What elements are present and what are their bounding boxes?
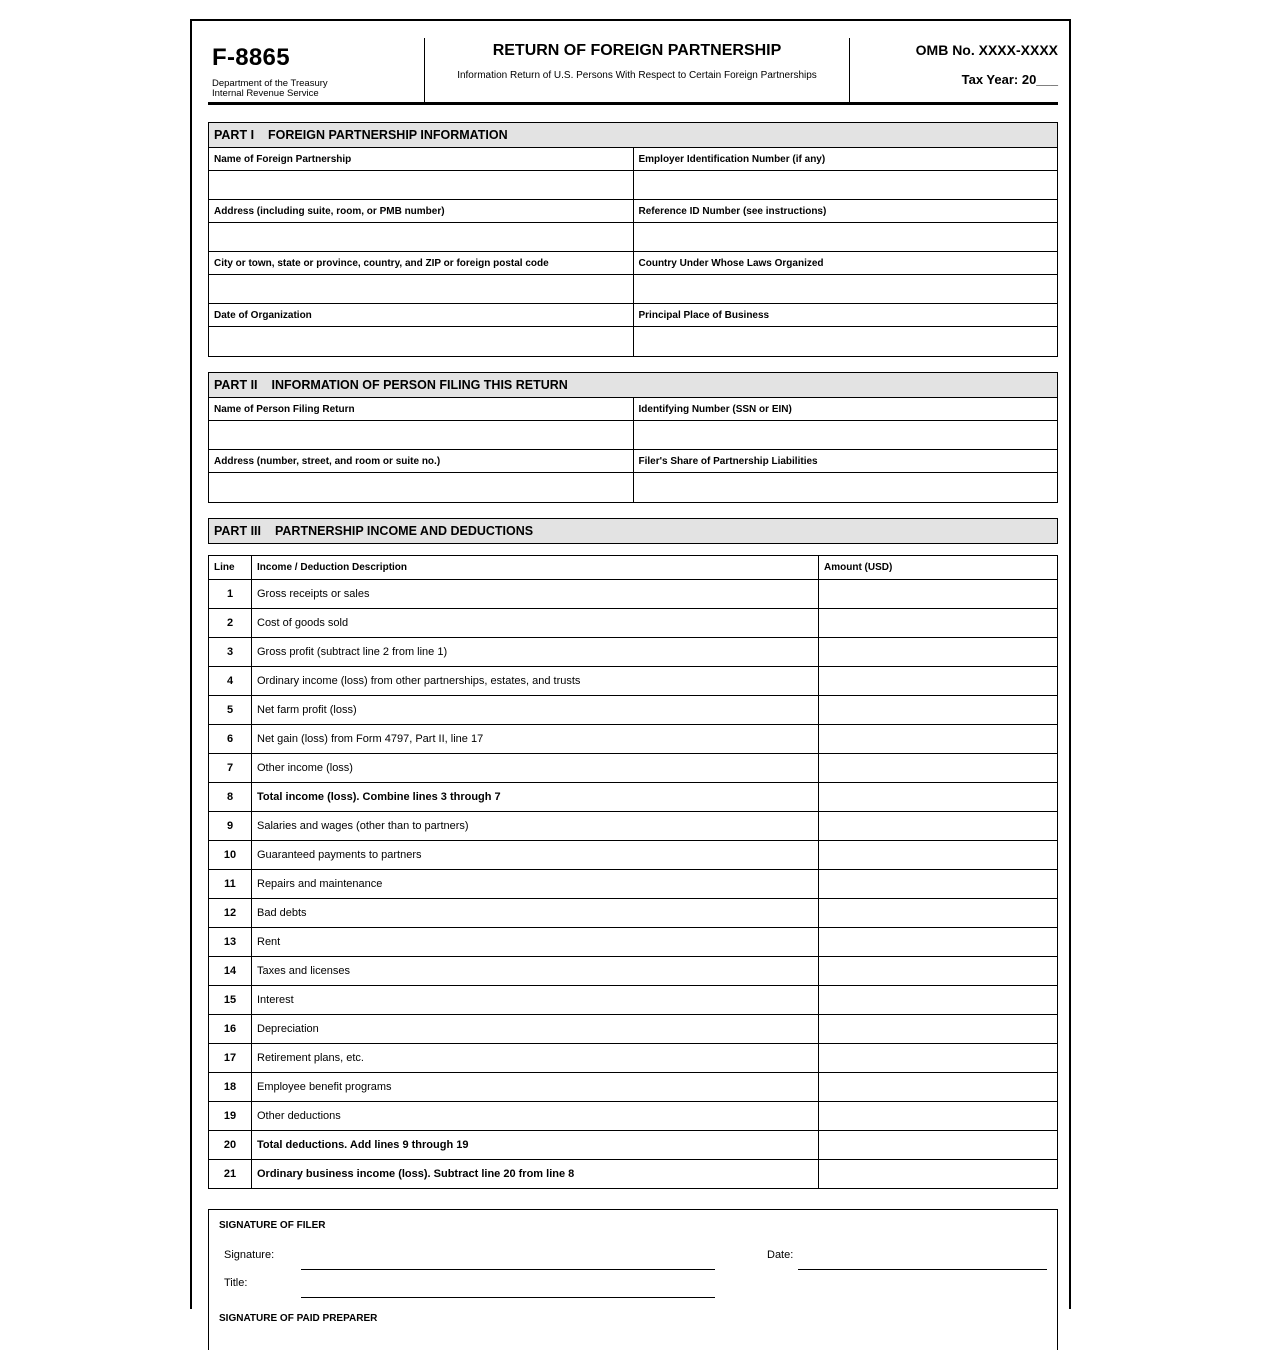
part-1-header xyxy=(209,123,1057,148)
ein-label: Employer Identification Number (if any) xyxy=(634,148,1058,171)
tax-year: Tax Year: 20___ xyxy=(961,72,1058,87)
date-line[interactable] xyxy=(798,1269,1047,1270)
field-input-row xyxy=(209,421,1057,450)
amount-field[interactable] xyxy=(819,1073,1058,1102)
identifying-number-field[interactable] xyxy=(634,421,1058,450)
line-column-header: Line xyxy=(209,556,252,580)
country-organized-field[interactable] xyxy=(634,275,1058,304)
line-number: 21 xyxy=(209,1160,252,1189)
department-name xyxy=(212,79,424,99)
line-number: 4 xyxy=(209,667,252,696)
table-row xyxy=(209,638,1058,667)
part-3-number: PART III xyxy=(214,524,261,538)
filer-address-label: Address (number, street, and room or suite no.) xyxy=(209,450,634,473)
line-description: Total income (loss). Combine lines 3 through 7 xyxy=(252,783,819,812)
field-input-row xyxy=(209,473,1057,502)
amount-field[interactable] xyxy=(819,957,1058,986)
line-description: Salaries and wages (other than to partners) xyxy=(252,812,819,841)
part-1-title: FOREIGN PARTNERSHIP INFORMATION xyxy=(268,128,508,142)
table-row xyxy=(209,957,1058,986)
line-description: Depreciation xyxy=(252,1015,819,1044)
line-description: Repairs and maintenance xyxy=(252,870,819,899)
field-label-row xyxy=(209,148,1057,171)
line-number: 2 xyxy=(209,609,252,638)
form-title: RETURN OF FOREIGN PARTNERSHIP xyxy=(492,42,782,59)
amount-field[interactable] xyxy=(819,725,1058,754)
line-number: 8 xyxy=(209,783,252,812)
amount-field[interactable] xyxy=(819,1015,1058,1044)
partnership-name-field[interactable] xyxy=(209,171,634,200)
city-state-zip-label: City or town, state or province, country, and ZIP or foreign postal code xyxy=(209,252,634,275)
table-row xyxy=(209,609,1058,638)
form-subtitle: Information Return of U.S. Persons With Respect to Certain Foreign Partnerships xyxy=(457,70,817,81)
field-label-row xyxy=(209,398,1057,421)
amount-field[interactable] xyxy=(819,609,1058,638)
city-state-zip-field[interactable] xyxy=(209,275,634,304)
table-row xyxy=(209,725,1058,754)
line-description: Retirement plans, etc. xyxy=(252,1044,819,1073)
table-row xyxy=(209,841,1058,870)
line-number: 17 xyxy=(209,1044,252,1073)
field-label-row xyxy=(209,304,1057,327)
amount-field[interactable] xyxy=(819,1160,1058,1189)
line-description: Cost of goods sold xyxy=(252,609,819,638)
field-input-row xyxy=(209,275,1057,304)
table-row xyxy=(209,1015,1058,1044)
part-3-header xyxy=(209,519,1057,544)
filer-address-field[interactable] xyxy=(209,473,634,502)
reference-id-label: Reference ID Number (see instructions) xyxy=(634,200,1058,223)
partnership-name-label: Name of Foreign Partnership xyxy=(209,148,634,171)
line-description: Net farm profit (loss) xyxy=(252,696,819,725)
table-row xyxy=(209,870,1058,899)
header-center xyxy=(425,38,850,102)
part-2-number: PART II xyxy=(214,378,258,392)
line-number: 18 xyxy=(209,1073,252,1102)
line-description: Ordinary income (loss) from other partnerships, estates, and trusts xyxy=(252,667,819,696)
table-row xyxy=(209,928,1058,957)
filer-share-liabilities-label: Filer's Share of Partnership Liabilities xyxy=(634,450,1058,473)
amount-field[interactable] xyxy=(819,899,1058,928)
line-number: 10 xyxy=(209,841,252,870)
part-2-header xyxy=(209,373,1057,398)
amount-field[interactable] xyxy=(819,1102,1058,1131)
amount-field[interactable] xyxy=(819,812,1058,841)
table-body xyxy=(209,580,1058,1189)
title-line[interactable] xyxy=(301,1297,715,1298)
header-left xyxy=(208,38,425,102)
part-2-section xyxy=(208,372,1058,503)
amount-field[interactable] xyxy=(819,870,1058,899)
table-row xyxy=(209,1073,1058,1102)
line-description: Taxes and licenses xyxy=(252,957,819,986)
table-row xyxy=(209,899,1058,928)
signature-section xyxy=(208,1209,1058,1350)
line-number: 14 xyxy=(209,957,252,986)
line-description: Gross profit (subtract line 2 from line 1) xyxy=(252,638,819,667)
title-label: Title: xyxy=(224,1277,248,1289)
filer-name-field[interactable] xyxy=(209,421,634,450)
form-page xyxy=(190,19,1071,1324)
table-row xyxy=(209,667,1058,696)
table-row xyxy=(209,754,1058,783)
signature-of-preparer-heading: SIGNATURE OF PAID PREPARER xyxy=(219,1313,378,1324)
partnership-address-label: Address (including suite, room, or PMB number) xyxy=(209,200,634,223)
part-1-section xyxy=(208,122,1058,357)
line-description: Guaranteed payments to partners xyxy=(252,841,819,870)
date-label: Date: xyxy=(767,1249,794,1261)
line-description: Employee benefit programs xyxy=(252,1073,819,1102)
part-2-title: INFORMATION OF PERSON FILING THIS RETURN xyxy=(271,378,568,392)
income-deductions-table xyxy=(208,555,1058,1189)
part-3-header-box xyxy=(208,518,1058,544)
amount-field[interactable] xyxy=(819,696,1058,725)
table-row xyxy=(209,783,1058,812)
table-row xyxy=(209,580,1058,609)
signature-of-filer-heading: SIGNATURE OF FILER xyxy=(219,1220,326,1231)
reference-id-field[interactable] xyxy=(634,223,1058,252)
field-input-row xyxy=(209,171,1057,200)
line-description: Ordinary business income (loss). Subtract line 20 from line 8 xyxy=(252,1160,819,1189)
line-number: 16 xyxy=(209,1015,252,1044)
partnership-address-field[interactable] xyxy=(209,223,634,252)
field-input-row xyxy=(209,223,1057,252)
line-number: 9 xyxy=(209,812,252,841)
amount-field[interactable] xyxy=(819,986,1058,1015)
line-number: 6 xyxy=(209,725,252,754)
line-number: 13 xyxy=(209,928,252,957)
line-number: 20 xyxy=(209,1131,252,1160)
table-row xyxy=(209,696,1058,725)
line-number: 12 xyxy=(209,899,252,928)
line-description: Other deductions xyxy=(252,1102,819,1131)
line-number: 5 xyxy=(209,696,252,725)
amount-field[interactable] xyxy=(819,928,1058,957)
field-label-row xyxy=(209,252,1057,275)
filer-name-label: Name of Person Filing Return xyxy=(209,398,634,421)
signature-label: Signature: xyxy=(224,1249,275,1261)
line-number: 3 xyxy=(209,638,252,667)
line-description: Net gain (loss) from Form 4797, Part II, line 17 xyxy=(252,725,819,754)
header-right xyxy=(850,38,1058,102)
amount-field[interactable] xyxy=(819,1044,1058,1073)
field-input-row xyxy=(209,327,1057,356)
amount-field[interactable] xyxy=(819,638,1058,667)
country-organized-label: Country Under Whose Laws Organized xyxy=(634,252,1058,275)
amount-field[interactable] xyxy=(819,667,1058,696)
amount-field[interactable] xyxy=(819,841,1058,870)
form-number: F-8865 xyxy=(212,44,290,71)
table-row xyxy=(209,1044,1058,1073)
department-line-1: Department of the Treasury xyxy=(212,78,328,89)
identifying-number-label: Identifying Number (SSN or EIN) xyxy=(634,398,1058,421)
line-description: Interest xyxy=(252,986,819,1015)
part-1-number: PART I xyxy=(214,128,255,142)
line-description: Other income (loss) xyxy=(252,754,819,783)
amount-field[interactable] xyxy=(819,783,1058,812)
description-column-header: Income / Deduction Description xyxy=(252,556,819,580)
line-number: 15 xyxy=(209,986,252,1015)
line-description: Gross receipts or sales xyxy=(252,580,819,609)
line-number: 1 xyxy=(209,580,252,609)
table-row xyxy=(209,812,1058,841)
line-number: 11 xyxy=(209,870,252,899)
date-of-organization-label: Date of Organization xyxy=(209,304,634,327)
principal-place-label: Principal Place of Business xyxy=(634,304,1058,327)
table-row xyxy=(209,1102,1058,1131)
filer-share-liabilities-field[interactable] xyxy=(634,473,1058,502)
signature-line[interactable] xyxy=(301,1269,715,1270)
table-row xyxy=(209,1131,1058,1160)
department-line-2: Internal Revenue Service xyxy=(212,88,319,99)
amount-column-header: Amount (USD) xyxy=(819,556,1058,580)
omb-number: OMB No. XXXX-XXXX xyxy=(915,42,1058,58)
field-label-row xyxy=(209,450,1057,473)
amount-field[interactable] xyxy=(819,754,1058,783)
principal-place-field[interactable] xyxy=(634,327,1058,356)
field-label-row xyxy=(209,200,1057,223)
table-header-row xyxy=(209,556,1058,580)
line-number: 19 xyxy=(209,1102,252,1131)
amount-field[interactable] xyxy=(819,1131,1058,1160)
part-3-title: PARTNERSHIP INCOME AND DEDUCTIONS xyxy=(275,524,534,538)
line-description: Rent xyxy=(252,928,819,957)
table-row xyxy=(209,986,1058,1015)
date-of-organization-field[interactable] xyxy=(209,327,634,356)
amount-field[interactable] xyxy=(819,580,1058,609)
table-row xyxy=(209,1160,1058,1189)
form-header xyxy=(208,38,1058,105)
line-number: 7 xyxy=(209,754,252,783)
line-description: Bad debts xyxy=(252,899,819,928)
ein-field[interactable] xyxy=(634,171,1058,200)
line-description: Total deductions. Add lines 9 through 19 xyxy=(252,1131,819,1160)
